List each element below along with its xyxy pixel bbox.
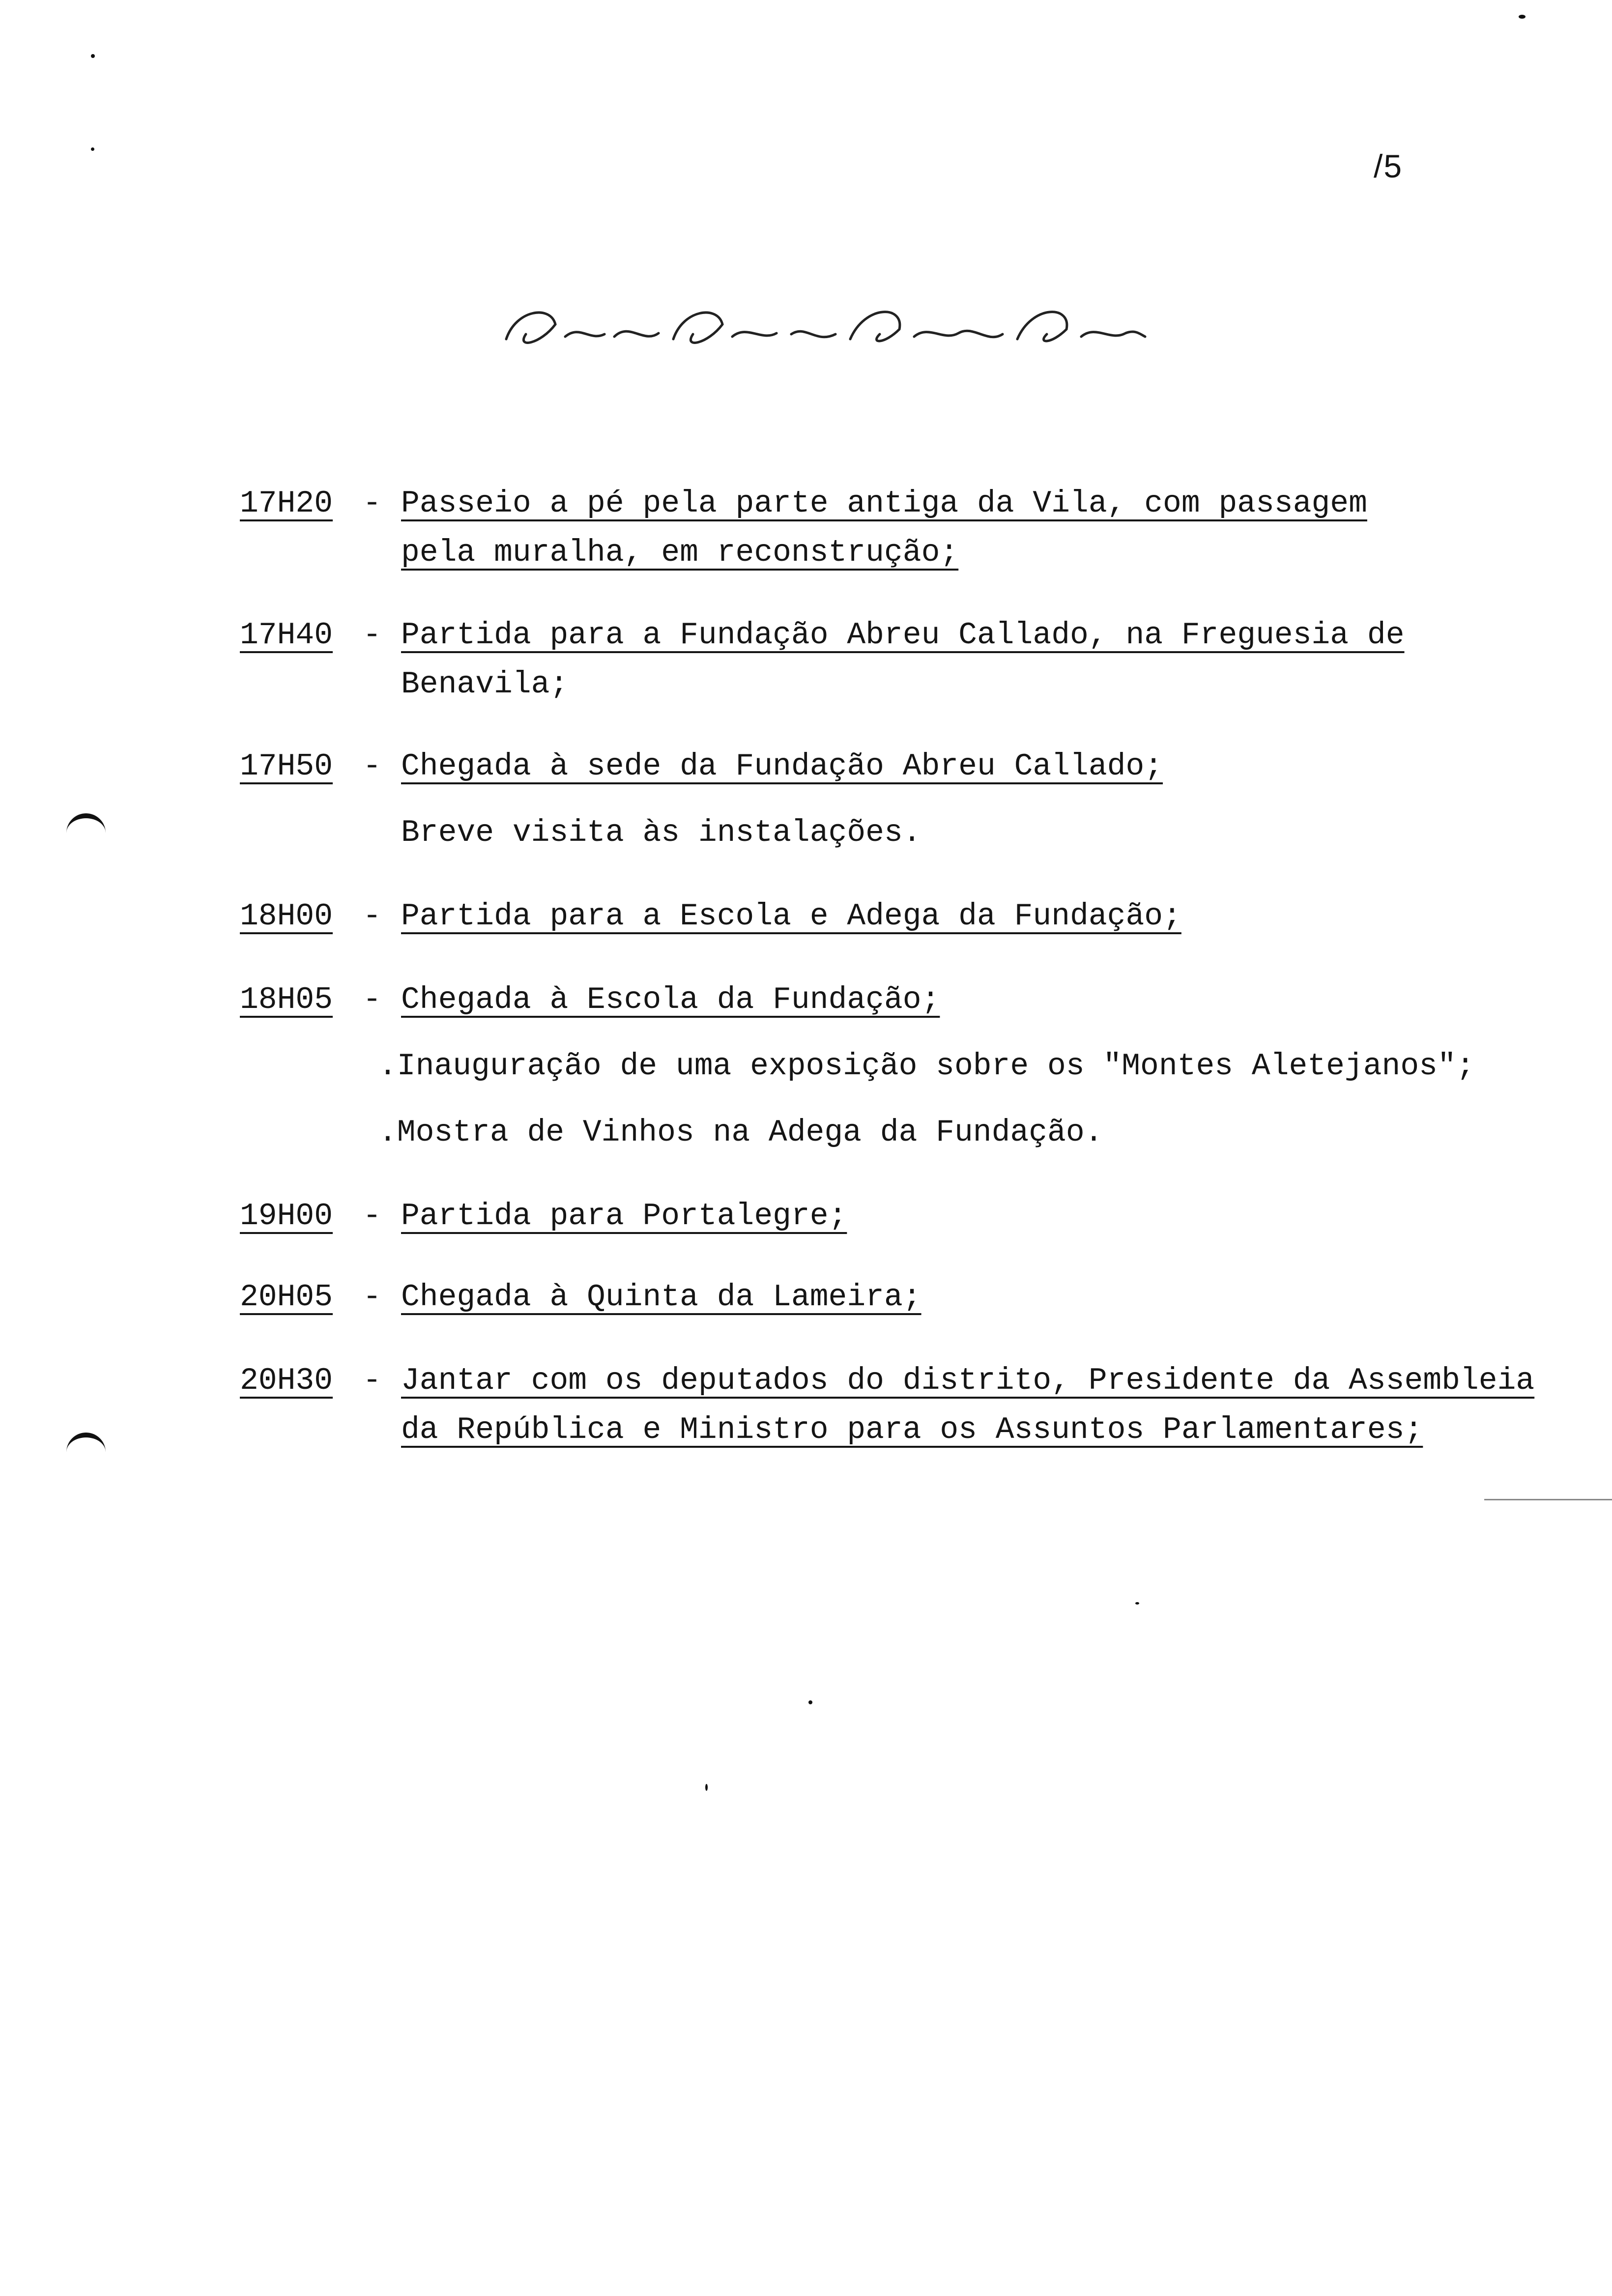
entry-dash: - (363, 618, 381, 653)
entry-text: Jantar com os deputados do distrito, Presidente da Assembleia (401, 1363, 1535, 1398)
entry-dash: - (363, 899, 381, 934)
entry-bullet: .Inauguração de uma exposição sobre os "Montes Aletejanos"; (378, 1049, 1475, 1084)
scan-line (1484, 1499, 1612, 1500)
entry-dash: - (363, 486, 381, 521)
entry-time: 19H00 (240, 1199, 333, 1234)
schedule-entry (240, 976, 1606, 1025)
scan-speck (1519, 15, 1526, 19)
page-number: /5 (1374, 148, 1403, 184)
letterhead-signature-graphic (496, 295, 1150, 364)
entry-dash: - (363, 1199, 381, 1234)
schedule-entry (240, 892, 1606, 941)
entry-time: 18H00 (240, 899, 333, 934)
entry-dash: - (363, 749, 381, 784)
entry-text: Partida para a Fundação Abreu Callado, na Freguesia de (401, 618, 1405, 653)
letterhead-script-logo (496, 295, 1150, 374)
entry-dash: - (363, 1280, 381, 1315)
scan-speck (91, 54, 95, 58)
entry-text: pela muralha, em reconstrução; (401, 535, 959, 570)
entry-dash: - (363, 1363, 381, 1398)
entry-time: 18H05 (240, 982, 333, 1017)
entry-text: da República e Ministro para os Assuntos Parlamentares; (401, 1412, 1423, 1447)
entry-time: 17H50 (240, 749, 333, 784)
scan-speck (91, 147, 94, 151)
entry-continuation: Breve visita às instalações. (401, 815, 921, 850)
entry-text: Partida para a Escola e Adega da Fundação; (401, 899, 1181, 934)
schedule-entry (240, 611, 1606, 660)
entry-text: Passeio a pé pela parte antiga da Vila, com passagem (401, 486, 1367, 521)
entry-continuation: Benavila; (401, 667, 569, 702)
entry-time: 17H20 (240, 486, 333, 521)
entry-bullet: .Mostra de Vinhos na Adega da Fundação. (378, 1115, 1103, 1150)
schedule-entry (240, 742, 1606, 791)
scan-speck (705, 1784, 708, 1791)
binder-hole-mark (66, 1433, 106, 1462)
entry-text: Chegada à Escola da Fundação; (401, 982, 940, 1017)
entry-continuation (401, 1406, 1423, 1455)
schedule-entry (240, 479, 1606, 528)
entry-time: 20H05 (240, 1280, 333, 1315)
schedule-entry (240, 1356, 1606, 1406)
entry-dash: - (363, 982, 381, 1017)
entry-continuation (401, 528, 958, 577)
entry-time: 20H30 (240, 1363, 333, 1398)
schedule-entry (240, 1273, 1606, 1322)
entry-time: 17H40 (240, 618, 333, 653)
entry-text: Chegada à Quinta da Lameira; (401, 1280, 921, 1315)
entry-text: Partida para Portalegre; (401, 1199, 847, 1234)
entry-text: Chegada à sede da Fundação Abreu Callado; (401, 749, 1163, 784)
binder-hole-mark (66, 813, 106, 843)
scan-speck (808, 1700, 812, 1704)
schedule-entry (240, 1192, 1606, 1241)
scan-speck (1135, 1602, 1139, 1605)
